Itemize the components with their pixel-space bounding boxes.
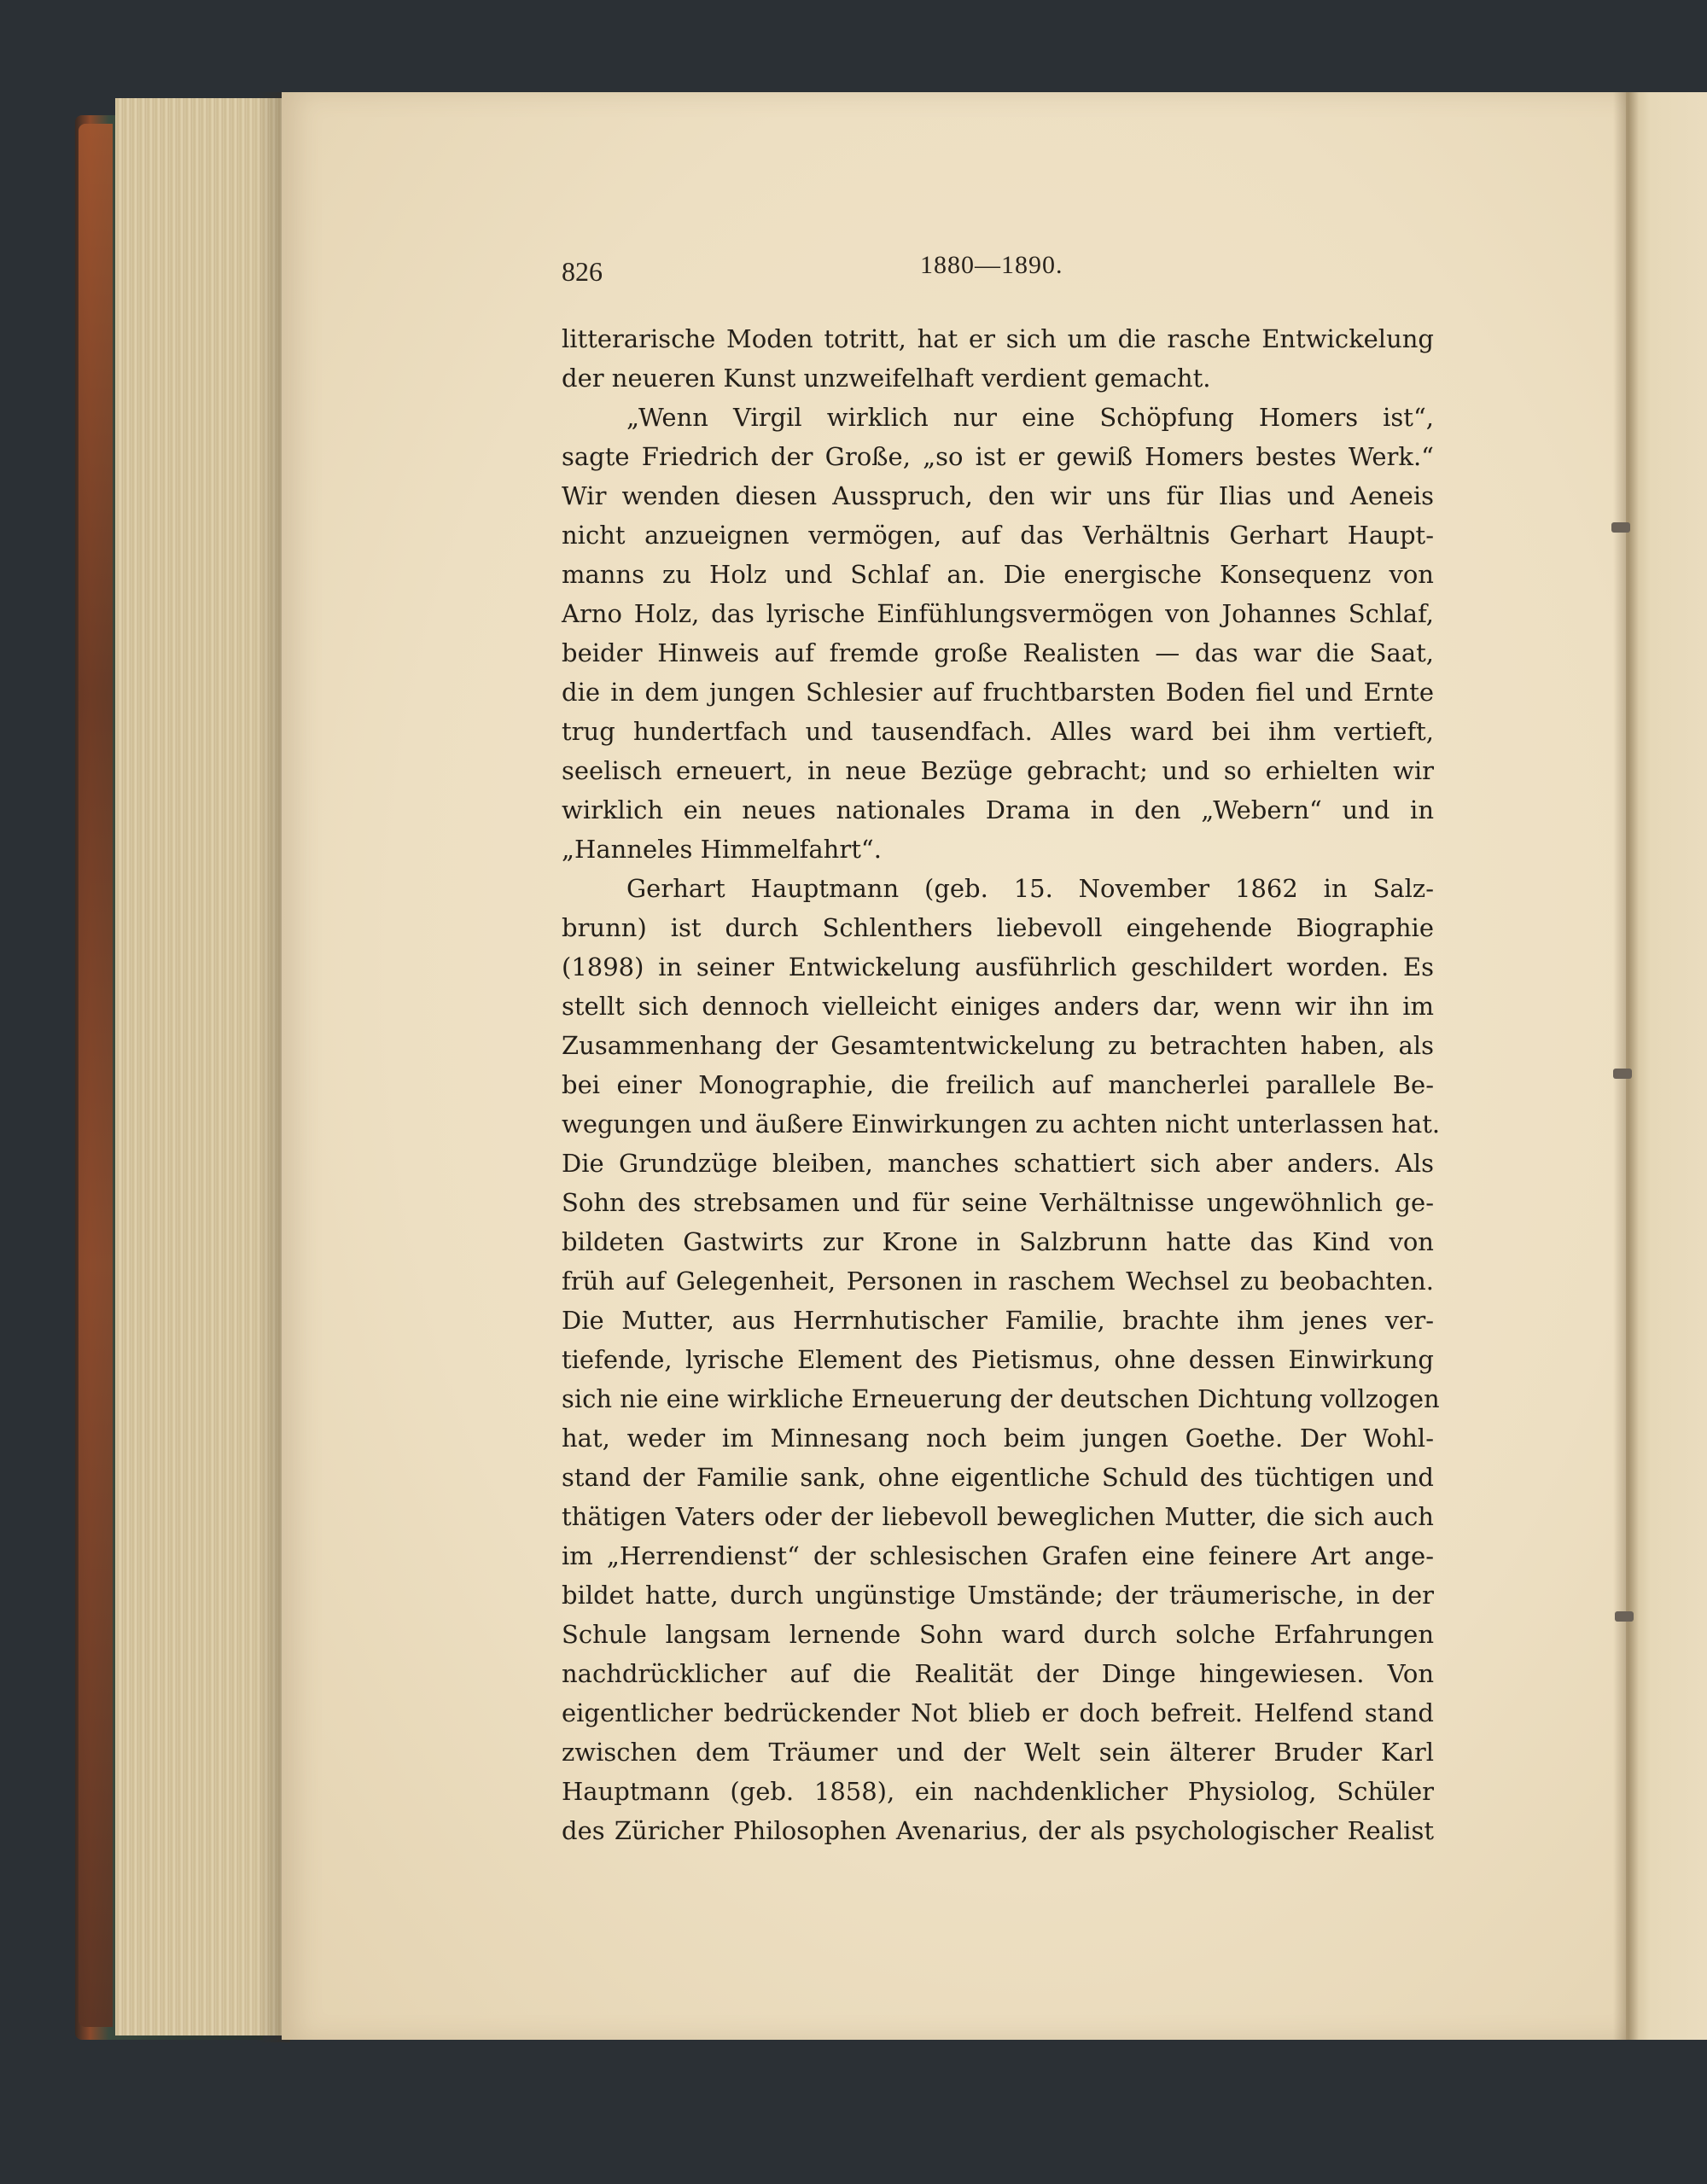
page-number: 826 <box>562 256 603 287</box>
text-line: thätigen Vaters oder der liebevoll beweglichen Mutter, die sich auch <box>562 1502 1434 1531</box>
text-line: bildet hatte, durch ungünstige Umstände; der träumerische, in der <box>562 1581 1434 1610</box>
cover-spine-edge <box>79 124 113 2027</box>
running-head: 1880—1890. <box>920 251 1063 279</box>
text-line: „Wenn Virgil wirklich nur eine Schöpfung Homers ist“, <box>626 403 1434 432</box>
text-line: Gerhart Hauptmann (geb. 15. November 1862 in Salz- <box>626 874 1434 903</box>
text-line: Hauptmann (geb. 1858), ein nachdenklicher Physiolog, Schüler <box>562 1777 1434 1806</box>
text-line: stand der Familie sank, ohne eigentliche Schuld des tüchtigen und <box>562 1463 1434 1492</box>
text-line: Die Mutter, aus Herrnhutischer Familie, brachte ihm jenes ver- <box>562 1306 1434 1335</box>
text-line: die in dem jungen Schlesier auf fruchtbarsten Boden fiel und Ernte <box>562 678 1434 707</box>
text-line: „Hanneles Himmelfahrt“. <box>562 835 882 864</box>
text-line: nachdrücklicher auf die Realität der Dinge hingewiesen. Von <box>562 1659 1434 1688</box>
page-header <box>562 251 1434 299</box>
text-line: sagte Friedrich der Große, „so ist er gewiß Homers bestes Werk.“ <box>562 442 1434 471</box>
page-marker-tab <box>1615 1611 1634 1622</box>
text-line: Zusammenhang der Gesamtentwickelung zu betrachten haben, als <box>562 1031 1434 1060</box>
text-line: brunn) ist durch Schlenthers liebevoll eingehende Biographie <box>562 913 1434 942</box>
text-line: beider Hinweis auf fremde große Realisten — das war die Saat, <box>562 638 1434 667</box>
text-line: Wir wenden diesen Ausspruch, den wir uns für Ilias und Aeneis <box>562 481 1434 510</box>
text-line: bildeten Gastwirts zur Krone in Salzbrunn hatte das Kind von <box>562 1227 1434 1256</box>
text-line: zwischen dem Träumer und der Welt sein älterer Bruder Karl <box>562 1738 1434 1767</box>
body-text <box>562 319 1441 1850</box>
page-marker-tab <box>1611 522 1630 533</box>
text-line: tiefende, lyrische Element des Pietismus, ohne dessen Einwirkung <box>562 1345 1434 1374</box>
book-gutter <box>1613 92 1639 2040</box>
text-line: trug hundertfach und tausendfach. Alles ward bei ihm vertieft, <box>562 717 1434 746</box>
text-line: eigentlicher bedrückender Not blieb er doch befreit. Helfend stand <box>562 1698 1434 1727</box>
text-line: hat, weder im Minnesang noch beim jungen Goethe. Der Wohl- <box>562 1424 1434 1453</box>
text-line: Die Grundzüge bleiben, manches schattiert sich aber anders. Als <box>562 1149 1434 1178</box>
text-line: seelisch erneuert, in neue Bezüge gebracht; und so erhielten wir <box>562 756 1434 785</box>
text-line: des Züricher Philosophen Avenarius, der als psychologischer Realist <box>562 1816 1434 1845</box>
text-line: wirklich ein neues nationales Drama in den „Webern“ und in <box>562 795 1434 824</box>
text-line: Sohn des strebsamen und für seine Verhältnisse ungewöhnlich ge- <box>562 1188 1434 1217</box>
text-line: wegungen und äußere Einwirkungen zu achten nicht unterlassen hat. <box>562 1109 1441 1139</box>
text-line: im „Herrendienst“ der schlesischen Grafen eine feinere Art ange- <box>562 1541 1434 1570</box>
text-line: (1898) in seiner Entwickelung ausführlich geschildert worden. Es <box>562 952 1434 981</box>
text-line: nicht anzueignen vermögen, auf das Verhältnis Gerhart Haupt- <box>562 521 1434 550</box>
page-marker-tab <box>1613 1069 1632 1079</box>
text-line: Schule langsam lernende Sohn ward durch solche Erfahrungen <box>562 1620 1434 1649</box>
text-line: der neueren Kunst unzweifelhaft verdient gemacht. <box>562 364 1211 393</box>
text-line: früh auf Gelegenheit, Personen in raschem Wechsel zu beobachten. <box>562 1267 1434 1296</box>
text-line: litterarische Moden totritt, hat er sich um die rasche Entwickelung <box>562 324 1434 353</box>
text-line: sich nie eine wirkliche Erneuerung der deutschen Dichtung vollzogen <box>562 1384 1440 1413</box>
text-line: bei einer Monographie, die freilich auf mancherlei parallele Be- <box>562 1070 1434 1099</box>
text-line: stellt sich dennoch vielleicht einiges anders dar, wenn wir ihn im <box>562 992 1434 1021</box>
text-line: manns zu Holz und Schlaf an. Die energische Konsequenz von <box>562 560 1434 589</box>
text-line: Arno Holz, das lyrische Einfühlungsvermögen von Johannes Schlaf, <box>562 599 1434 628</box>
